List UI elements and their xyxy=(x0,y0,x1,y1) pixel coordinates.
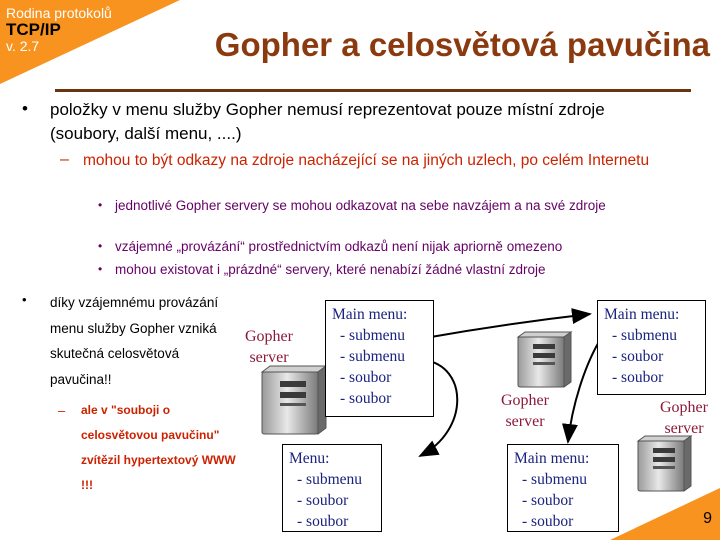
server-label-line: server xyxy=(664,420,704,437)
left-bullet-text: díky vzájemnému provázání menu služby Gopher vzniká skutečná celosvětová pavučina!! xyxy=(50,295,219,387)
server-label-middle xyxy=(488,390,562,432)
menu-title: Main menu: xyxy=(604,306,680,323)
server-tower-icon-middle xyxy=(518,332,571,387)
bullet-dash: – xyxy=(60,151,69,168)
page-number: 9 xyxy=(703,510,712,527)
menu-item[interactable]: - soubor xyxy=(522,492,574,509)
bullet-dot: • xyxy=(98,262,103,276)
server-tower-icon-right xyxy=(638,436,691,491)
bullet-dot: • xyxy=(98,198,103,212)
menu-item[interactable]: - soubor xyxy=(340,390,392,407)
server-label-left xyxy=(232,326,306,368)
menu-item[interactable]: - soubor xyxy=(340,369,392,386)
link-arrow-to-third-server xyxy=(568,340,600,442)
menu-box-submenu xyxy=(282,444,382,532)
server-tower-icon-left xyxy=(262,366,326,434)
menu-item[interactable]: - submenu xyxy=(340,348,406,365)
server-label-right xyxy=(647,397,720,439)
menu-title: Main menu: xyxy=(514,450,590,467)
server-label-line: server xyxy=(505,413,545,430)
bullet-level1-text: položky v menu služby Gopher nemusí reprezentovat pouze místní zdroje (soubory, další menu, ....) xyxy=(50,100,605,143)
bullet-level3-text-3: mohou existovat i „prázdné“ servery, které nenabízí žádné vlastní zdroje xyxy=(115,262,546,277)
menu-box-main-local xyxy=(325,300,434,417)
bullet-level3-text-2: vzájemné „provázání“ prostřednictvím odkazů není nijak apriorně omezeno xyxy=(115,239,563,254)
menu-item[interactable]: - submenu xyxy=(297,471,363,488)
bullet-dash: – xyxy=(58,403,66,418)
course-family: Rodina protokolů xyxy=(6,5,112,21)
bullet-dot: • xyxy=(22,292,27,307)
course-name: TCP/IP xyxy=(6,19,61,39)
menu-box-main-third xyxy=(507,444,619,532)
slide-title: Gopher a celosvětová pavučina xyxy=(214,26,710,63)
menu-item[interactable]: - submenu xyxy=(340,327,406,344)
menu-item[interactable]: - soubor xyxy=(297,513,349,530)
bullet-dot: • xyxy=(22,99,28,118)
menu-title: Main menu: xyxy=(332,306,408,323)
bullet-level2-text: mohou to být odkazy na zdroje nacházející se na jiných uzlech, po celém Internetu xyxy=(83,152,650,169)
menu-item[interactable]: - submenu xyxy=(522,471,588,488)
menu-title: Menu: xyxy=(289,450,330,467)
bullet-dot: • xyxy=(98,239,103,253)
menu-item[interactable]: - soubor xyxy=(612,348,664,365)
server-label-line: server xyxy=(249,349,289,366)
menu-item[interactable]: - soubor xyxy=(297,492,349,509)
bullet-level3-text-1: jednotlivé Gopher servery se mohou odkazovat na sebe navzájem a na své zdroje xyxy=(115,198,606,213)
server-label-line: Gopher xyxy=(660,399,708,416)
course-version: v. 2.7 xyxy=(6,37,40,54)
menu-item[interactable]: - soubor xyxy=(612,369,664,386)
menu-item[interactable]: - soubor xyxy=(522,513,574,530)
menu-item[interactable]: - submenu xyxy=(612,327,678,344)
left-sub-bullet-text: ale v "souboji o celosvětovou pavučinu" zvítězil hypertextový WWW !!! xyxy=(81,403,236,492)
server-label-line: Gopher xyxy=(245,328,293,345)
server-label-line: Gopher xyxy=(501,392,549,409)
menu-box-main-remote xyxy=(597,300,706,395)
